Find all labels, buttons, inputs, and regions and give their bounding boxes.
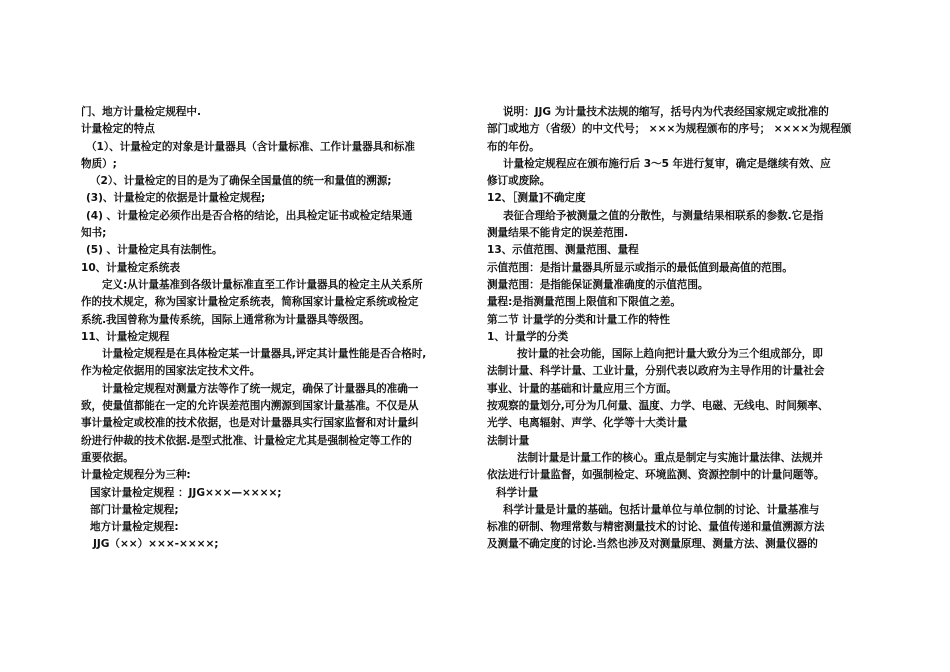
text-line: 重要依据。	[81, 451, 134, 464]
text-line: 依法进行计量监督，如强制检定、环境监测、资源控制中的计量问题等。	[487, 469, 825, 482]
section-heading: 11、计量检定规程	[81, 330, 170, 343]
text-line: JJG（××）×××-××××;	[93, 538, 219, 551]
text-line: 说明：JJG 为计量技术法规的缩写，括号内为代表经国家规定或批准的	[503, 106, 829, 118]
text-line: 事业、计量的基础和计量应用三个方面。	[487, 382, 677, 395]
text-line: 计量检定规程对测量方法等作了统一规定，确保了计量器具的准确一	[102, 382, 419, 395]
text-line: 量程:是指测量范围上限值和下限值之差。	[487, 296, 681, 309]
text-line: 示值范围：是指计量器具所显示或指示的最低值到最高值的范围。	[487, 261, 793, 274]
section-heading: 科学计量	[496, 486, 539, 499]
text-line: 事计量检定或校准的技术依据，也是对计量器具实行国家监督和对计量纠	[81, 417, 419, 430]
section-heading: 12、［测量]不确定度	[487, 192, 586, 205]
text-line: 测量范围：是指能保证测量准确度的示值范围。	[487, 278, 709, 291]
section-heading: 计量检定的特点	[81, 123, 155, 136]
section-heading: 计量检定规程分为三种:	[81, 469, 191, 482]
text-line: 国家计量检定规程 ：JJG×××—××××;	[90, 486, 282, 499]
text-line: (4) 、计量检定必须作出是否合格的结论，出具检定证书或检定结果通	[86, 209, 413, 222]
text-line: 法制计量、科学计量、工业计量，分别代表以政府为主导作用的计量社会	[487, 365, 825, 378]
left-column	[81, 104, 466, 554]
text-line: 部门或地方（省级）的中文代号； ×××为规程颁布的序号； ××××为规程颁	[487, 123, 852, 136]
text-line: 纷进行仲裁的技术依据.是型式批准、计量检定尤其是强制检定等工作的	[81, 434, 412, 447]
text-line: 计量检定规程应在颁布施行后 3～5 年进行复审，确定是继续有效、应	[503, 157, 831, 170]
text-line: 表征合理给予被测量之值的分散性，与测量结果相联系的参数.它是指	[503, 209, 824, 222]
text-line: 修订或废除。	[487, 175, 551, 188]
text-line: （1）、计量检定的对象是计量器具（含计量标准、工作计量器具和标准	[86, 140, 415, 153]
text-line: 门、地方计量检定规程中.	[81, 106, 201, 118]
text-line: 部门计量检定规程;	[90, 503, 179, 516]
text-line: (5) 、计量检定具有法制性。	[86, 244, 223, 257]
right-column	[487, 104, 877, 554]
text-line: 定义:从计量基准到各级计量标准直至工作计量器具的检定主从关系所	[102, 278, 423, 291]
text-line: 系统.我国曾称为量传系统，国际上通常称为计量器具等级图。	[81, 313, 370, 326]
section-heading: 10、计量检定系统表	[81, 261, 180, 274]
text-line: 按计量的社会功能，国际上趋向把计量大致分为三个组成部分，即	[517, 348, 823, 361]
text-line: 及测量不确定度的讨论.当然也涉及对测量原理、测量方法、测量仪器的	[487, 538, 818, 551]
section-heading: 法制计量	[487, 434, 530, 447]
text-line: 法制计量是计量工作的核心。重点是制定与实施计量法律、法规并	[517, 451, 823, 464]
text-line: 作的技术规定，称为国家计量检定系统表，简称国家计量检定系统或检定	[81, 296, 419, 309]
text-line: 测量结果不能肯定的误差范围.	[487, 227, 629, 240]
section-heading: 13、示值范围、测量范围、量程	[487, 244, 639, 257]
text-line: 致，使量值都能在一定的允许误差范围内溯源到国家计量基准。不仅是从	[81, 400, 419, 413]
text-line: 地方计量检定规程:	[90, 521, 179, 534]
text-line: 按观察的量划分,可分为几何量、温度、力学、电磁、无线电、时间频率、	[487, 400, 829, 413]
text-line: 物质）;	[81, 157, 117, 170]
text-line: 科学计量是计量的基础。包括计量单位与单位制的讨论、计量基准与	[503, 503, 820, 516]
text-line: (3)、计量检定的依据是计量检定规程;	[86, 192, 266, 205]
text-line: 标准的研制、物理常数与精密测量技术的讨论、量值传递和量值溯源方法	[487, 521, 825, 534]
text-line: 计量检定规程是在具体检定某一计量器具,评定其计量性能是否合格时,	[102, 348, 427, 361]
text-line: （2）、计量检定的目的是为了确保全国量值的统一和量值的溯源;	[90, 175, 392, 188]
section-heading: 1、计量学的分类	[487, 330, 569, 343]
text-line: 作为检定依据用的国家法定技术文件。	[81, 365, 261, 378]
text-line: 知书;	[81, 227, 107, 240]
chapter-heading: 第二节 计量学的分类和计量工作的特性	[487, 313, 670, 326]
text-line: 光学、电离辐射、声学、化学等十大类计量	[487, 417, 688, 430]
text-line: 布的年份。	[487, 140, 540, 153]
